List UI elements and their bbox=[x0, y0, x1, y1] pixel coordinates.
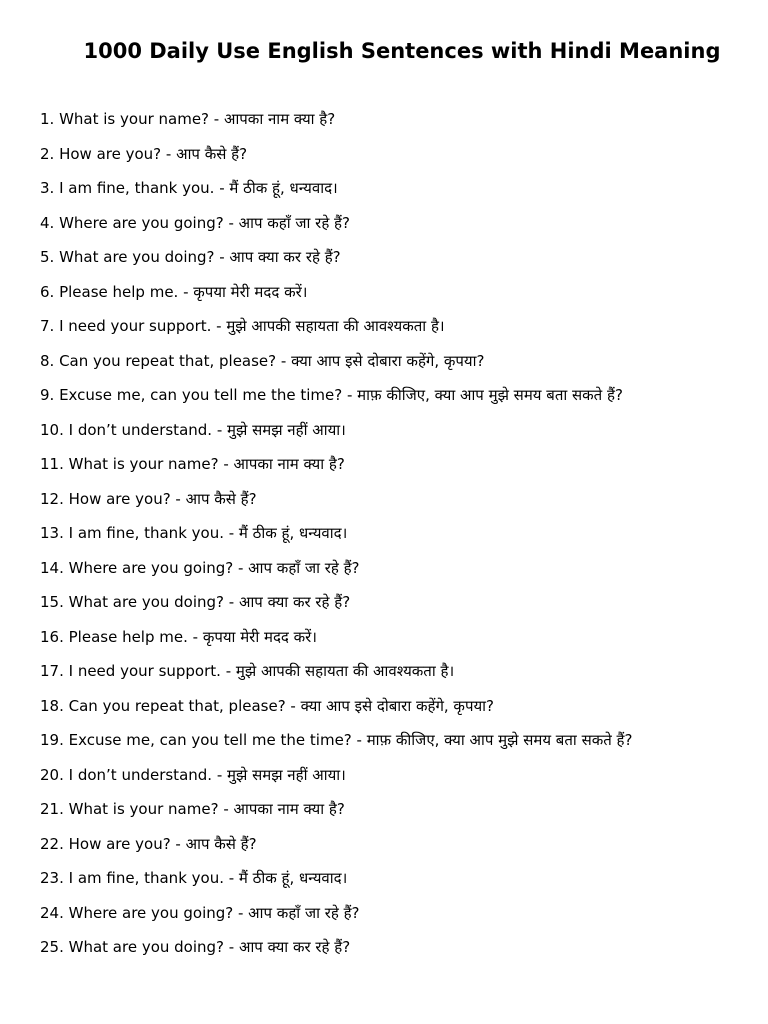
list-item: 21. What is your name? - आपका नाम क्या है? bbox=[40, 800, 345, 818]
list-item: 1. What is your name? - आपका नाम क्या है? bbox=[40, 110, 336, 128]
list-item: 22. How are you? - आप कैसे हैं? bbox=[40, 834, 257, 853]
sentence-list bbox=[40, 106, 768, 969]
list-item: 6. Please help me. - कृपया मेरी मदद करें। bbox=[40, 282, 308, 301]
list-item: 4. Where are you going? - आप कहाँ जा रहे हैं? bbox=[40, 213, 350, 232]
list-item: 10. I don’t understand. - मुझे समझ नहीं आया। bbox=[40, 420, 346, 439]
list-item: 18. Can you repeat that, please? - क्या आप इसे दोबारा कहेंगे, कृपया? bbox=[40, 696, 495, 715]
list-item: 5. What are you doing? - आप क्या कर रहे हैं? bbox=[40, 248, 341, 266]
list-item: 2. How are you? - आप कैसे हैं? bbox=[40, 144, 248, 163]
list-item: 12. How are you? - आप कैसे हैं? bbox=[40, 489, 257, 508]
list-item: 9. Excuse me, can you tell me the time? - माफ़ कीजिए, क्या आप मुझे समय बता सकते हैं? bbox=[40, 386, 623, 404]
list-item: 13. I am fine, thank you. - मैं ठीक हूं, धन्यवाद। bbox=[40, 524, 348, 542]
list-item: 20. I don’t understand. - मुझे समझ नहीं आया। bbox=[40, 765, 346, 784]
list-item: 11. What is your name? - आपका नाम क्या है? bbox=[40, 455, 345, 473]
list-item: 15. What are you doing? - आप क्या कर रहे हैं? bbox=[40, 593, 351, 611]
list-item: 16. Please help me. - कृपया मेरी मदद करें। bbox=[40, 627, 317, 646]
list-item: 24. Where are you going? - आप कहाँ जा रहे हैं? bbox=[40, 903, 360, 922]
list-item: 19. Excuse me, can you tell me the time? - माफ़ कीजिए, क्या आप मुझे समय बता सकते हैं? bbox=[40, 731, 633, 749]
list-item: 25. What are you doing? - आप क्या कर रहे हैं? bbox=[40, 938, 351, 956]
list-item: 23. I am fine, thank you. - मैं ठीक हूं, धन्यवाद। bbox=[40, 869, 348, 887]
list-item: 7. I need your support. - मुझे आपकी सहायता की आवश्यकता है। bbox=[40, 317, 445, 335]
list-item: 3. I am fine, thank you. - मैं ठीक हूं, धन्यवाद। bbox=[40, 179, 338, 197]
page-title: 1000 Daily Use English Sentences with Hindi Meaning bbox=[83, 39, 721, 63]
list-item: 14. Where are you going? - आप कहाँ जा रहे हैं? bbox=[40, 558, 360, 577]
list-item: 17. I need your support. - मुझे आपकी सहायता की आवश्यकता है। bbox=[40, 662, 455, 680]
list-item: 8. Can you repeat that, please? - क्या आप इसे दोबारा कहेंगे, कृपया? bbox=[40, 351, 485, 370]
